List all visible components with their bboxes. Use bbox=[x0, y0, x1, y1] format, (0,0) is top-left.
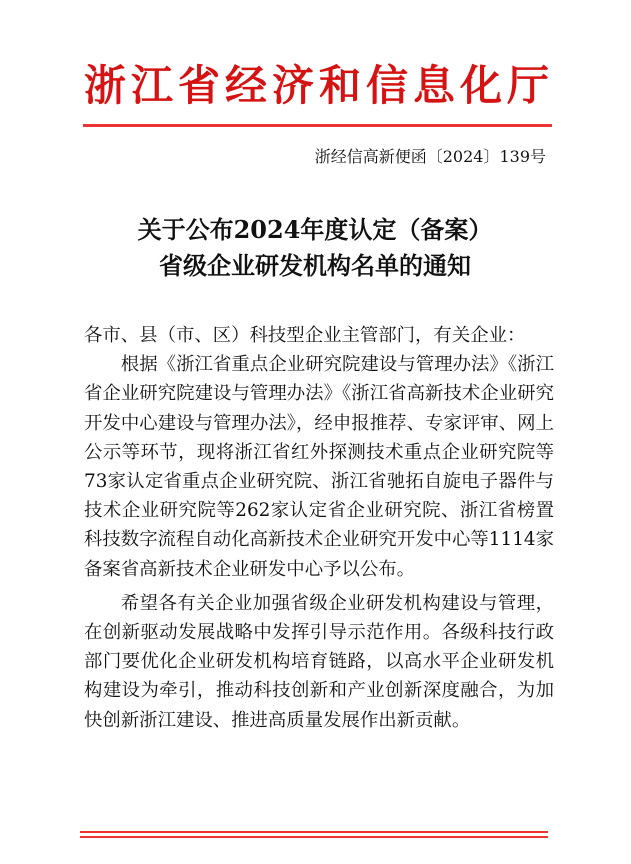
body-paragraph-2: 希望各有关企业加强省级企业研发机构建设与管理，在创新驱动发展战略中发挥引导示范作用。各级科技行政部门要优化企业研发机构培育链路，以高水平企业研发机构建设为牵引，推动科技创新和产业创新深度融合，为加快创新浙江建设、推进高质量发展作出新贡献。 bbox=[84, 592, 554, 731]
document-title bbox=[70, 212, 560, 284]
salutation: 各市、县（市、区）科技型企业主管部门，有关企业： bbox=[84, 325, 526, 346]
document-body bbox=[84, 321, 554, 735]
document-title-line-2: 省级企业研发机构名单的通知 bbox=[159, 251, 471, 280]
footer-red-rule-lower bbox=[80, 836, 548, 838]
issuing-organization-title: 浙江省经济和信息化厅 bbox=[83, 61, 554, 110]
document-number: 浙经信高新便函〔2024〕139号 bbox=[314, 147, 546, 166]
header-red-rule bbox=[83, 124, 552, 127]
document-title-line-1: 关于公布2024年度认定（备案） bbox=[137, 215, 493, 244]
footer-red-rule-upper bbox=[80, 831, 548, 833]
body-paragraph-1: 根据《浙江省重点企业研究院建设与管理办法》《浙江省企业研究院建设与管理办法》《浙江省高新技术企业研究开发中心建设与管理办法》，经申报推荐、专家评审、网上公示等环节，现将浙江省红外探测技术重点企业研究院等73家认定省重点企业研究院、浙江省驰拓自旋电子器件与技术企业研究院等262家认定省企业研究院、浙江省榜置科技数字流程自动化高新技术企业研究开发中心等1114家备案省高新技术企业研发中心予以公布。 bbox=[84, 354, 554, 580]
